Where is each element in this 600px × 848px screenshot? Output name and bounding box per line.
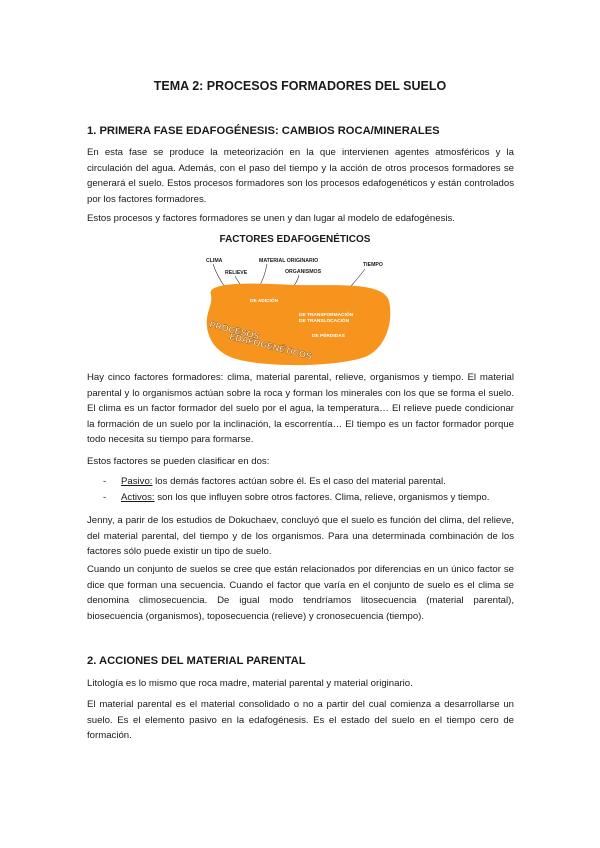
- arrow-clima: [213, 264, 225, 287]
- arrow-tiempo: [351, 269, 365, 286]
- section-1-paragraph-2: Estos procesos y factores formadores se unen y dan lugar al modelo de edafogénesis.: [87, 213, 455, 224]
- factor-relieve-label: RELIEVE: [225, 270, 248, 276]
- diagram-title: FACTORES EDAFOGENÉTICOS: [219, 234, 371, 245]
- arrow-material: [259, 264, 267, 287]
- factor-types-list: [87, 474, 514, 506]
- section-2-heading: 2. ACCIONES DEL MATERIAL PARENTAL: [87, 655, 306, 667]
- bullet-dash: -: [103, 492, 107, 503]
- section-1-paragraph-6: Cuando un conjunto de suelos se cree que están relacionados por diferencias en un único factor se dice que forman una secuencia. Cuando el factor que varía en el conjunto de suelo es el clima se denomina climosecuencia. De igual modo tendríamos litosecuencia (material parental), biosecuencia (organismos), toposecuencia (relieve) y cronosecuencia (tiempo).: [87, 564, 514, 622]
- list-item: [87, 490, 514, 506]
- blob-label-procesos: PROCESOS: [208, 319, 261, 342]
- section-1-paragraph-5: Jenny, a parir de los estudios de Dokuchaev, concluyó que el suelo es función del clima, del relieve, del material parental, del tiempo y de los organismos. Para una determinada combinación de los factores sólo puede existir un tipo de suelo.: [87, 515, 514, 558]
- section-1-paragraph-3: Hay cinco factores formadores: clima, material parental, relieve, organismos y tiempo. El material parental y lo organismos actúan sobre la roca y forman los minerales con los que se forma el suelo. El clima es un factor formador del suelo por el agua, la temperatura… El relieve puede condicionar la formación de un suelo por la inclinación, la escorrentía… El tiempo es un factor formador porque todo necesita su tiempo para formarse.: [87, 372, 514, 446]
- list-item-term: Pasivo:: [121, 476, 153, 487]
- bullet-dash: -: [103, 476, 107, 487]
- page-title: TEMA 2: PROCESOS FORMADORES DEL SUELO: [153, 79, 447, 93]
- section-2-paragraph-1: Litología es lo mismo que roca madre, material parental y material originario.: [87, 678, 413, 689]
- section-2-paragraph-2: El material parental es el material consolidado o no a partir del cual comienza a desarrollarse un suelo. Es el elemento pasivo en la edafogénesis. Es el estado del suelo en el tiempo cero de formación.: [87, 699, 514, 742]
- list-item-term: Activos:: [121, 492, 155, 503]
- section-1-paragraph-1: En esta fase se produce la meteorización en la que intervienen agentes atmosféricos y la circulación del agua. Además, con el paso del tiempo y la acción de otros procesos formadores se generará el suelo. Estos procesos formadores son los procesos edafogenéticos y están controlados por los factores formadores.: [87, 147, 514, 205]
- factor-tiempo-label: TIEMPO: [363, 262, 383, 268]
- list-item-text: los demás factores actúan sobre él. Es el caso del material parental.: [152, 476, 446, 487]
- process-perdidas-label: DE PÉRDIDAS: [312, 334, 345, 339]
- process-adicion-label: DE ADICIÓN: [250, 299, 279, 304]
- section-1-paragraph-4: Estos factores se pueden clasificar en dos:: [87, 456, 270, 467]
- list-item-content: [107, 492, 489, 503]
- process-transformacion-label: DE TRANSFORMACIÓN: [299, 313, 354, 318]
- list-item-text: son los que influyen sobre otros factores. Clima, relieve, organismos y tiempo.: [154, 492, 490, 503]
- process-translocacion-label: DE TRANSLOCACIÓN: [299, 319, 350, 324]
- list-item-content: [107, 476, 446, 487]
- edafogenesis-diagram: [195, 231, 395, 371]
- factor-material-label: MATERIAL ORIGINARIO: [259, 258, 319, 264]
- list-item: [87, 474, 514, 490]
- blob-label-edafogeneticos: EDAFOGENÉTICOS: [228, 331, 313, 362]
- factor-organismos-label: ORGANISMOS: [285, 269, 322, 275]
- section-1-heading: 1. PRIMERA FASE EDAFOGÉNESIS: CAMBIOS ROCA/MINERALES: [87, 125, 440, 137]
- factor-clima-label: CLIMA: [206, 258, 223, 264]
